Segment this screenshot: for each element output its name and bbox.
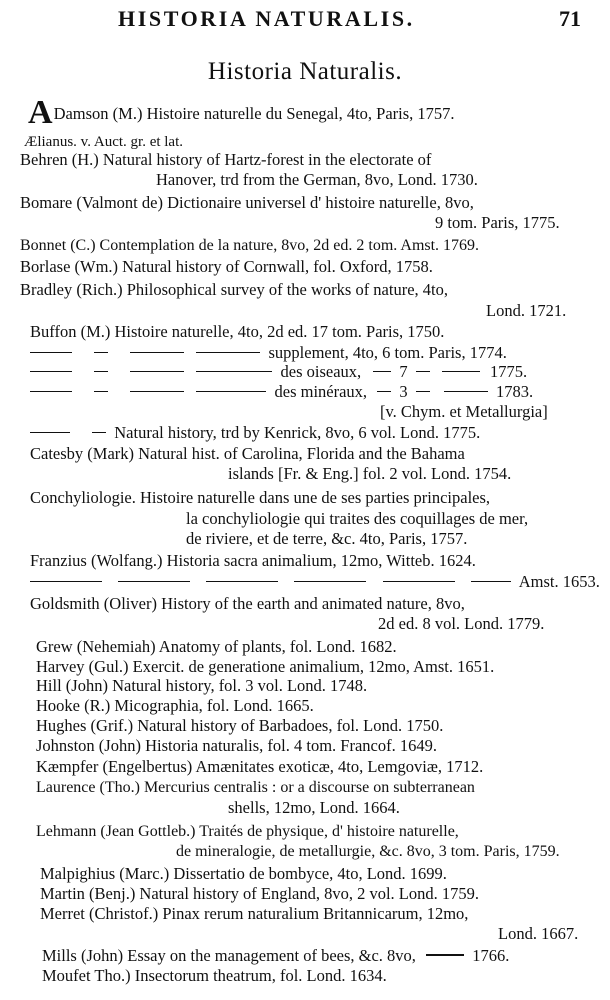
entry-line: islands [Fr. & Eng.] fol. 2 vol. Lond. 1754. <box>228 464 512 483</box>
ditto-rule <box>206 581 278 582</box>
entry-text: Damson (M.) Histoire naturelle du Senegal, 4to, Paris, 1757. <box>53 104 455 123</box>
ditto-rule <box>373 371 391 372</box>
entry-text: Natural history, trd by Kenrick, 8vo, 6 vol. Lond. 1775. <box>114 423 481 442</box>
ditto-rule <box>471 581 511 582</box>
entry-line: 9 tom. Paris, 1775. <box>435 213 560 232</box>
ditto-rule <box>416 371 430 372</box>
entry-line: Borlase (Wm.) Natural history of Cornwall, fol. Oxford, 1758. <box>20 257 433 276</box>
ditto-rule <box>30 391 72 392</box>
ditto-rule <box>94 352 108 353</box>
ditto-rule <box>94 391 108 392</box>
entry-line: Catesby (Mark) Natural hist. of Carolina, Florida and the Bahama <box>30 444 465 463</box>
entry-line: Buffon (M.) Histoire naturelle, 4to, 2d ed. 17 tom. Paris, 1750. <box>30 322 445 341</box>
entry-line: Laurence (Tho.) Mercurius centralis : or a discourse on subterranean <box>36 779 475 796</box>
ditto-rule <box>426 954 464 956</box>
entry-line: Merret (Christof.) Pinax rerum naturalium Britannicarum, 12mo, <box>40 904 469 923</box>
entry-line: Hanover, trd from the German, 8vo, Lond. 1730. <box>156 170 478 189</box>
ditto-rule <box>416 391 430 392</box>
entry-line: Ælianus. v. Auct. gr. et lat. <box>24 134 184 150</box>
page-number: 71 <box>559 6 581 31</box>
ditto-rule <box>30 371 72 372</box>
entry-line: Grew (Nehemiah) Anatomy of plants, fol. Lond. 1682. <box>36 637 397 656</box>
section-title: Historia Naturalis. <box>207 58 403 85</box>
entry-line: Harvey (Gul.) Exercit. de generatione animalium, 12mo, Amst. 1651. <box>36 657 495 676</box>
entry-line <box>30 343 507 363</box>
entry-line: Lond. 1667. <box>498 924 579 943</box>
entry-line: 2d ed. 8 vol. Lond. 1779. <box>378 614 545 633</box>
ditto-rule <box>92 432 106 433</box>
entry-line: Goldsmith (Oliver) History of the earth and animated nature, 8vo, <box>30 594 465 613</box>
entry-line <box>30 423 480 443</box>
entry-line: Behren (H.) Natural history of Hartz-forest in the electorate of <box>20 150 432 169</box>
entry-text: 3 <box>399 382 408 401</box>
entry-text: supplement, 4to, 6 tom. Paris, 1774. <box>268 343 507 362</box>
ditto-rule <box>442 371 480 372</box>
entry-line <box>28 94 455 131</box>
entry-line: Moufet Tho.) Insectorum theatrum, fol. Lond. 1634. <box>42 966 387 985</box>
ditto-rule <box>30 432 70 433</box>
entry-line <box>30 362 527 382</box>
ditto-rule <box>196 352 260 353</box>
ditto-rule <box>377 391 391 392</box>
drop-cap-letter: A <box>28 94 53 131</box>
ditto-rule <box>196 371 272 372</box>
entry-line: Lond. 1721. <box>486 301 567 320</box>
entry-line: Hooke (R.) Micographia, fol. Lond. 1665. <box>36 696 314 715</box>
ditto-rule <box>196 391 266 392</box>
running-head: HISTORIA NATURALIS. <box>118 6 415 31</box>
ditto-rule <box>130 352 184 353</box>
entry-line: Conchyliologie. Histoire naturelle dans une de ses parties principales, <box>30 488 491 507</box>
entry-text: 7 <box>399 362 408 381</box>
entry-line: Franzius (Wolfang.) Historia sacra animalium, 12mo, Witteb. 1624. <box>30 551 476 570</box>
entry-line: Bradley (Rich.) Philosophical survey of the works of nature, 4to, <box>20 280 448 299</box>
ditto-rule <box>130 391 184 392</box>
entry-line: Kæmpfer (Engelbertus) Amænitates exoticæ, 4to, Lemgoviæ, 1712. <box>36 757 484 776</box>
entry-line: Bomare (Valmont de) Dictionaire universel d' histoire naturelle, 8vo, <box>20 193 474 212</box>
ditto-rule <box>130 371 184 372</box>
entry-line <box>30 382 533 402</box>
entry-line: Hughes (Grif.) Natural history of Barbadoes, fol. Lond. 1750. <box>36 716 444 735</box>
entry-line: [v. Chym. et Metallurgia] <box>380 402 548 421</box>
ditto-rule <box>383 581 455 582</box>
entry-text: 1775. <box>490 362 528 381</box>
entry-text: des minéraux, <box>274 382 368 401</box>
entry-line: de riviere, et de terre, &c. 4to, Paris, 1757. <box>186 529 468 548</box>
ditto-rule <box>30 581 102 582</box>
entry-line: shells, 12mo, Lond. 1664. <box>228 798 400 817</box>
entry-line: Martin (Benj.) Natural history of England, 8vo, 2 vol. Lond. 1759. <box>40 884 480 903</box>
entry-line <box>42 946 509 966</box>
entry-line: Bonnet (C.) Contemplation de la nature, 8vo, 2d ed. 2 tom. Amst. 1769. <box>20 237 480 254</box>
entry-line: Malpighius (Marc.) Dissertatio de bombyce, 4to, Lond. 1699. <box>40 864 447 883</box>
entry-text: 1766. <box>472 946 510 965</box>
entry-line: la conchyliologie qui traites des coquillages de mer, <box>186 509 529 528</box>
entry-text: 1783. <box>495 382 534 401</box>
ditto-rule <box>444 391 488 392</box>
entry-text: Amst. 1653. <box>518 572 600 591</box>
entry-line: Lehmann (Jean Gottleb.) Traités de physique, d' histoire naturelle, <box>36 823 459 840</box>
entry-line: de mineralogie, de metallurgie, &c. 8vo, 3 tom. Paris, 1759. <box>176 843 560 860</box>
ditto-rule <box>94 371 108 372</box>
ditto-rule <box>118 581 190 582</box>
ditto-rule <box>294 581 366 582</box>
entry-line <box>30 572 600 592</box>
entry-text: des oiseaux, <box>280 362 362 381</box>
entry-text: Mills (John) Essay on the management of bees, &c. 8vo, <box>42 946 416 965</box>
ditto-rule <box>30 352 72 353</box>
entry-line: Hill (John) Natural history, fol. 3 vol. Lond. 1748. <box>36 676 368 695</box>
entry-line: Johnston (John) Historia naturalis, fol. 4 tom. Francof. 1649. <box>36 736 437 755</box>
